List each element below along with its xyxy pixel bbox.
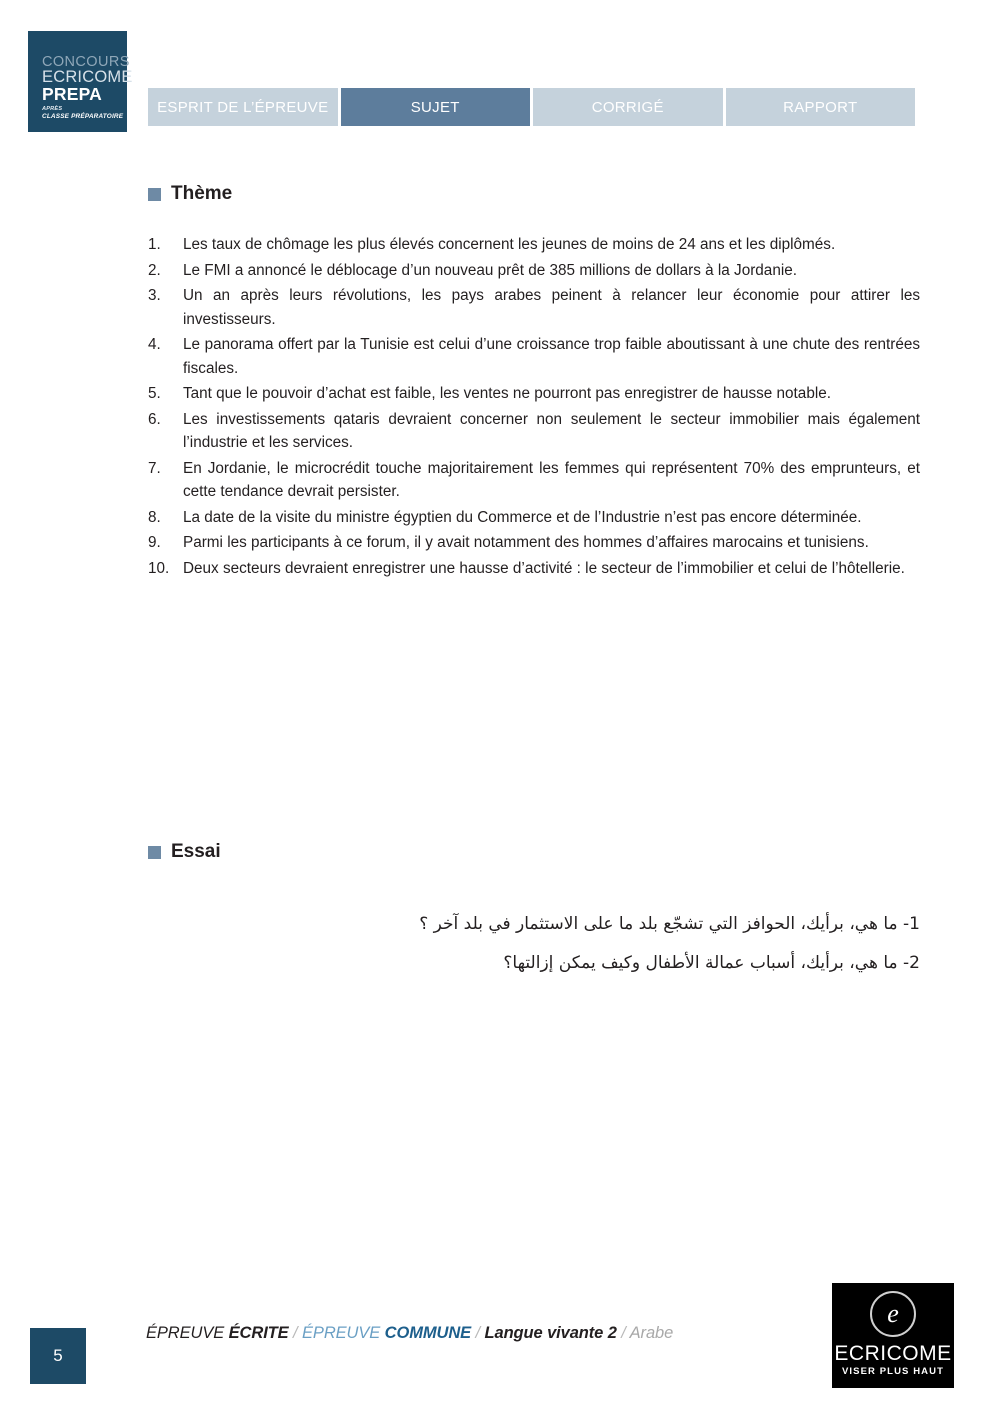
ecricome-logo-tagline: VISER PLUS HAUT: [841, 1366, 944, 1377]
theme-heading-label: Thème: [171, 183, 233, 204]
list-item-number: 8.: [148, 508, 161, 526]
list-item: [148, 333, 920, 380]
breadcrumb-arabe: Arabe: [629, 1324, 674, 1342]
ecricome-emblem-icon: e: [870, 1291, 916, 1337]
list-item-text: Un an après leurs révolutions, les pays arabes peinent à relancer leur économie pour attirer les investisseurs.: [183, 287, 920, 328]
essai-questions: [148, 906, 920, 982]
theme-section: [148, 183, 920, 582]
list-item-number: 3.: [148, 287, 161, 304]
essai-heading: [148, 841, 920, 863]
list-item-text: Les investissements qataris devraient concerner non seulement le secteur immobilier mais également l’industrie et les services.: [183, 410, 920, 451]
list-item: [148, 557, 920, 581]
list-item-number: 7.: [148, 459, 161, 477]
tab-rapport[interactable]: RAPPORT: [726, 88, 916, 126]
list-item-number: 9.: [148, 534, 161, 551]
breadcrumb: [146, 1324, 673, 1343]
brand-line-prepa: PREPA: [42, 84, 102, 104]
breadcrumb-epreuve-1: ÉPREUVE: [146, 1324, 229, 1342]
brand-line-apres: APRÈS: [42, 106, 63, 112]
list-item-number: 6.: [148, 410, 161, 428]
breadcrumb-epreuve-2: ÉPREUVE: [302, 1324, 385, 1342]
breadcrumb-separator: /: [616, 1324, 630, 1342]
square-marker-icon: [148, 188, 161, 201]
list-item-number: 5.: [148, 385, 161, 402]
breadcrumb-langue-vivante: Langue vivante 2: [484, 1324, 617, 1342]
list-item-text: La date de la visite du ministre égyptien du Commerce et de l’Industrie n’est pas encore déterminée.: [183, 508, 862, 526]
list-item: [148, 506, 920, 530]
brand-logo: [28, 31, 133, 132]
breadcrumb-separator: /: [288, 1324, 303, 1342]
list-item-number: 10.: [148, 559, 170, 577]
ecricome-logo-word: ECRICOME: [834, 1342, 952, 1365]
essai-question-2: 2- ما هي، برأيك، أسباب عمالة الأطفال وكيف يمكن إزالتها؟: [503, 953, 920, 973]
breadcrumb-commune: COMMUNE: [384, 1324, 472, 1342]
list-item: [148, 531, 920, 555]
breadcrumb-separator: /: [471, 1324, 485, 1342]
theme-sentence-list: [148, 233, 920, 580]
list-item-text: Les taux de chômage les plus élevés concernent les jeunes de moins de 24 ans et les diplômés.: [183, 236, 836, 253]
list-item-text: En Jordanie, le microcrédit touche majoritairement les femmes qui représentent 70% des emprunteurs, et cette tendance devrait persister.: [183, 459, 920, 500]
list-item-text: Parmi les participants à ce forum, il y avait notamment des hommes d’affaires marocains et tunisiens.: [183, 534, 869, 551]
square-marker-icon: [148, 846, 161, 859]
list-item-number: 1.: [148, 236, 161, 253]
essai-section: [148, 841, 920, 982]
list-item-number: 2.: [148, 261, 161, 279]
page-number-badge: 5: [30, 1328, 86, 1384]
list-item: [148, 382, 920, 406]
essai-heading-label: Essai: [171, 841, 221, 862]
list-item: [148, 233, 920, 257]
breadcrumb-ecrite: ÉCRITE: [228, 1324, 289, 1342]
list-item-text: Le panorama offert par la Tunisie est celui d’une croissance trop faible aboutissant à une chute des rentrées fiscales.: [183, 336, 920, 377]
essai-question-1: 1- ما هي، برأيك، الحوافز التي تشجّع بلد ما على الاستثمار في بلد آخر ؟: [419, 914, 920, 934]
tab-esprit-de-lepreuve[interactable]: ESPRIT DE L’ÉPREUVE: [148, 88, 338, 126]
list-item-text: Le FMI a annoncé le déblocage d’un nouveau prêt de 385 millions de dollars à la Jordanie.: [183, 261, 797, 279]
ecricome-logo: [832, 1283, 954, 1388]
list-item-number: 4.: [148, 336, 161, 353]
page-header: [0, 0, 1004, 160]
brand-line-ecricome: ECRICOME: [42, 68, 133, 86]
tab-sujet[interactable]: SUJET: [341, 88, 531, 126]
section-tabbar: [148, 88, 915, 126]
brand-line-concours: CONCOURS: [42, 54, 130, 70]
theme-heading: [148, 183, 920, 205]
list-item: [148, 408, 920, 455]
tab-corrige[interactable]: CORRIGÉ: [533, 88, 723, 126]
list-item: [148, 457, 920, 504]
list-item-text: Deux secteurs devraient enregistrer une hausse d’activité : le secteur de l’immobilier et celui de l’hôtellerie.: [183, 559, 905, 577]
list-item: [148, 259, 920, 283]
list-item-text: Tant que le pouvoir d’achat est faible, les ventes ne pourront pas enregistrer de hausse notable.: [183, 385, 831, 402]
list-item: [148, 284, 920, 331]
brand-line-classe-preparatoire: CLASSE PRÉPARATOIRE: [42, 112, 124, 120]
